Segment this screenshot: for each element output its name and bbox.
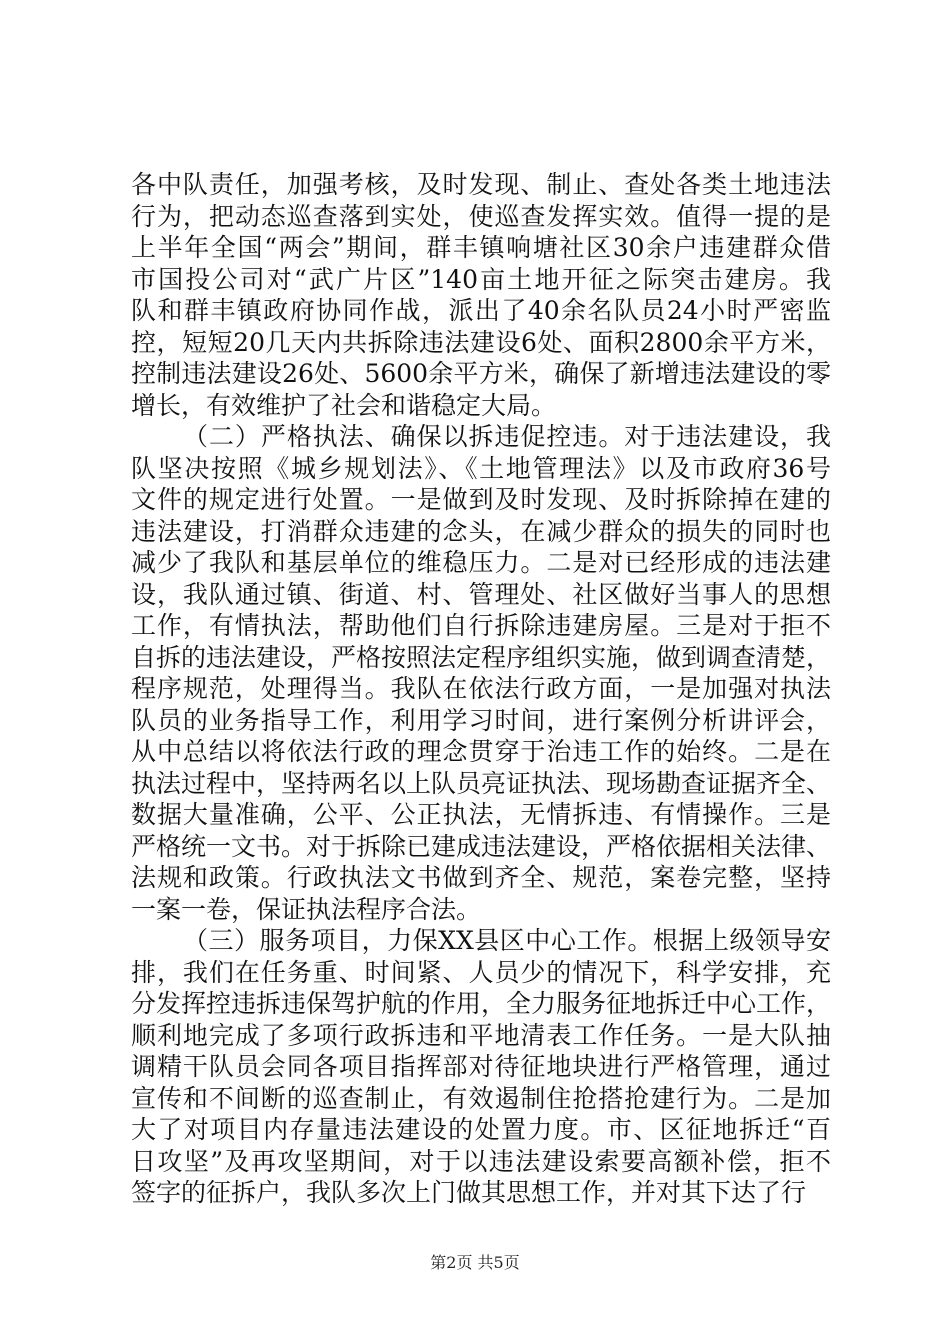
text-line: 从中总结以将依法行政的理念贯穿于治违工作的始终。二是在 [131, 737, 831, 766]
paragraph [131, 925, 831, 1209]
text-line: 队员的业务指导工作，利用学习时间，进行案例分析讲评会， [131, 705, 831, 735]
text-line: 分发挥控违拆违保驾护航的作用，全力服务征地拆迁中心工作， [131, 989, 832, 1018]
text-line: 工作，有情执法，帮助他们自行拆除违建房屋。三是对于拒不 [131, 611, 831, 640]
text-line: 数据大量准确，公平、公正执法，无情拆违、有情操作。三是 [131, 800, 831, 829]
text-line: 增长，有效维护了社会和谐稳定大局。 [131, 390, 557, 420]
text-line: 行为，把动态巡查落到实处，使巡查发挥实效。值得一提的是 [131, 201, 831, 231]
text-line: 日攻坚”及再攻坚期间，对于以违法建设索要高额补偿，拒不 [131, 1146, 831, 1176]
text-line: 严格统一文书。对于拆除已建成违法建设，严格依据相关法律、 [131, 831, 832, 861]
text-line: 市国投公司对“武广片区”140亩土地开征之际突击建房。我 [131, 264, 831, 294]
text-line: 执法过程中，坚持两名以上队员亮证执法、现场勘查证据齐全、 [131, 768, 832, 798]
text-line: 控，短短20几天内共拆除违法建设6处、面积2800余平方米， [131, 327, 831, 357]
text-line: 签字的征拆户，我队多次上门做其思想工作，并对其下达了行 [131, 1178, 807, 1207]
text-line: 一案一卷，保证执法程序合法。 [131, 894, 482, 924]
text-line: 排，我们在任务重、时间紧、人员少的情况下，科学安排，充 [131, 957, 831, 987]
text-line: 文件的规定进行处置。一是做到及时发现、及时拆除掉在建的 [131, 485, 831, 514]
text-line: 各中队责任，加强考核，及时发现、制止、查处各类土地违法 [131, 170, 831, 199]
text-line: 调精干队员会同各项目指挥部对待征地块进行严格管理，通过 [131, 1052, 831, 1081]
page-footer: 第2页 共5页 [430, 1253, 520, 1272]
text-line: 大了对项目内存量违法建设的处置力度。市、区征地拆迁“百 [131, 1115, 831, 1144]
paragraph [131, 169, 831, 421]
text-line: 减少了我队和基层单位的维稳压力。二是对已经形成的违法建 [131, 548, 831, 577]
text-line: 顺利地完成了多项行政拆违和平地清表工作任务。一是大队抽 [131, 1020, 831, 1050]
text-line: 上半年全国“两会”期间，群丰镇响塘社区30余户违建群众借 [131, 233, 831, 262]
text-line: 队和群丰镇政府协同作战，派出了40余名队员24小时严密监 [131, 296, 831, 325]
text-line: 控制违法建设26处、5600余平方米，确保了新增违法建设的零 [131, 359, 831, 388]
text-line: （二）严格执法、确保以拆违促控违。对于违法建设，我 [183, 422, 831, 451]
text-line: 宣传和不间断的巡查制止，有效遏制住抢搭抢建行为。二是加 [131, 1083, 831, 1113]
paragraph [131, 421, 831, 925]
text-line: 法规和政策。行政执法文书做到齐全、规范，案卷完整，坚持 [131, 863, 831, 892]
text-line: 违法建设，打消群众违建的念头，在减少群众的损失的同时也 [131, 516, 831, 546]
text-line: 程序规范，处理得当。我队在依法行政方面，一是加强对执法 [131, 674, 831, 703]
text-line: 自拆的违法建设，严格按照法定程序组织实施，做到调查清楚， [131, 642, 832, 672]
document-body [131, 169, 831, 1209]
text-line: 队坚决按照《城乡规划法》、《土地管理法》以及市政府36号 [131, 453, 831, 483]
text-line: 设，我队通过镇、街道、村、管理处、社区做好当事人的思想 [131, 579, 831, 609]
text-line: （三）服务项目，力保XX县区中心工作。根据上级领导安 [183, 926, 831, 955]
